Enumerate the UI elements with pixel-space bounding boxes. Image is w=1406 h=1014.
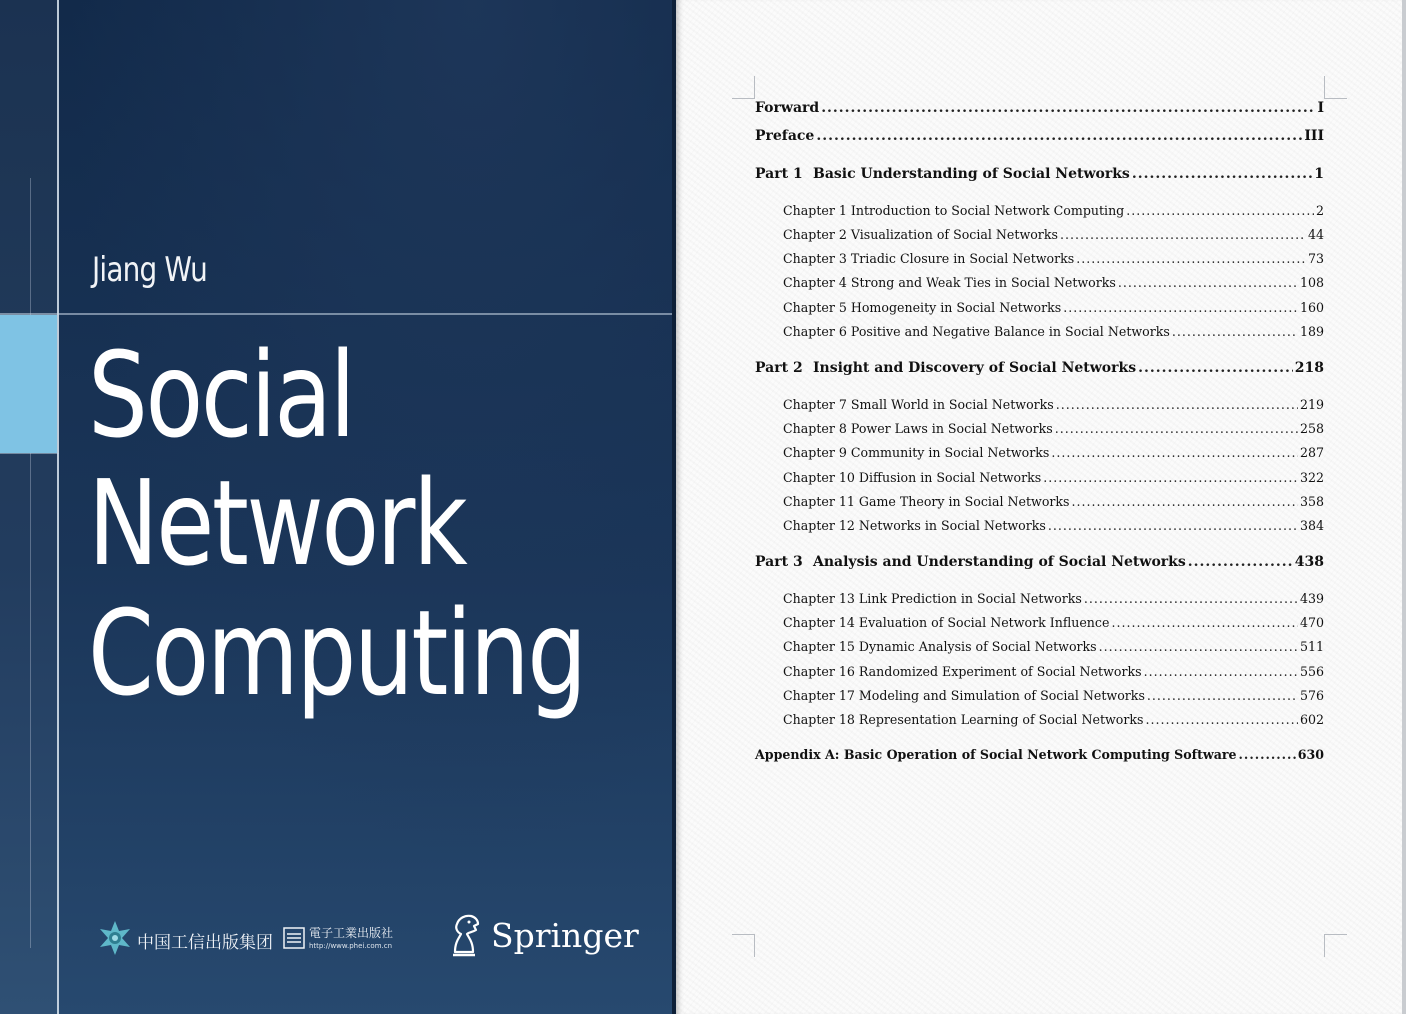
- toc-chapter-page: 189: [1299, 324, 1324, 339]
- toc-part-title: Analysis and Understanding of Social Networks: [813, 554, 1186, 570]
- publisher-logos: [97, 912, 637, 966]
- contents-page: [676, 0, 1406, 1014]
- toc-appendix-label: Appendix A: Basic Operation of Social Network Computing Software: [755, 747, 1237, 762]
- toc-chapter-16[interactable]: [783, 664, 1324, 679]
- toc-chapter-1[interactable]: [783, 203, 1324, 218]
- toc-part-number: Part 2: [755, 360, 803, 376]
- toc-leader-dots: [1051, 445, 1298, 460]
- toc-chapter-18[interactable]: [783, 712, 1324, 727]
- crop-mark-bottom-left: [732, 934, 755, 957]
- toc-leader-dots: [1076, 251, 1306, 266]
- toc-leader-dots: [1239, 747, 1296, 762]
- toc-chapter-label: Chapter 1 Introduction to Social Network Computing: [783, 203, 1125, 218]
- toc-entry-label: Forward: [755, 100, 820, 116]
- toc-chapter-15[interactable]: [783, 639, 1324, 654]
- crop-mark-bottom-right: [1324, 934, 1347, 957]
- crop-mark-top-left: [732, 76, 755, 99]
- toc-part-3[interactable]: [755, 554, 1324, 570]
- phei-publisher-icon: [283, 926, 305, 950]
- toc-chapter-page: 384: [1299, 518, 1324, 533]
- toc-chapter-page: 2: [1315, 203, 1324, 218]
- toc-chapter-label: Chapter 5 Homogeneity in Social Networks: [783, 300, 1062, 315]
- toc-leader-dots: [1126, 203, 1314, 218]
- toc-chapter-17[interactable]: [783, 688, 1324, 703]
- toc-entry-page: I: [1317, 100, 1324, 116]
- toc-leader-dots: [1084, 591, 1298, 606]
- toc-chapter-8[interactable]: [783, 421, 1324, 436]
- toc-chapter-label: Chapter 17 Modeling and Simulation of Social Networks: [783, 688, 1145, 703]
- toc-chapter-4[interactable]: [783, 275, 1324, 290]
- toc-chapter-page: 160: [1299, 300, 1324, 315]
- toc-chapter-page: 108: [1299, 275, 1324, 290]
- book-cover: [0, 0, 676, 1014]
- toc-leader-dots: [1056, 397, 1298, 412]
- toc-leader-dots: [1132, 166, 1312, 182]
- toc-part-heading: [755, 360, 1136, 376]
- toc-leader-dots: [1099, 639, 1298, 654]
- toc-chapter-page: 73: [1307, 251, 1324, 266]
- toc-leader-dots: [1172, 324, 1298, 339]
- toc-chapter-10[interactable]: [783, 470, 1324, 485]
- crop-mark-top-right: [1324, 76, 1347, 99]
- toc-chapter-label: Chapter 6 Positive and Negative Balance in Social Networks: [783, 324, 1170, 339]
- toc-leader-dots: [1072, 494, 1298, 509]
- toc-chapter-12[interactable]: [783, 518, 1324, 533]
- springer-horse-icon: [447, 912, 483, 958]
- toc-chapter-page: 556: [1299, 664, 1324, 679]
- springer-wordmark: Springer: [491, 916, 639, 955]
- toc-leader-dots: [1055, 421, 1298, 436]
- toc-leader-dots: [1188, 554, 1293, 570]
- toc-chapter-label: Chapter 10 Diffusion in Social Networks: [783, 470, 1042, 485]
- toc-chapter-page: 219: [1299, 397, 1324, 412]
- toc-chapter-page: 470: [1299, 615, 1324, 630]
- toc-leader-dots: [821, 100, 1315, 116]
- toc-chapter-label: Chapter 4 Strong and Weak Ties in Social Networks: [783, 275, 1116, 290]
- toc-part-page: 1: [1314, 166, 1324, 182]
- toc-leader-dots: [1060, 227, 1306, 242]
- toc-chapter-page: 287: [1299, 445, 1324, 460]
- cover-title-line-3: Computing: [88, 584, 585, 722]
- toc-part-heading: [755, 554, 1186, 570]
- toc-chapter-6[interactable]: [783, 324, 1324, 339]
- toc-chapter-label: Chapter 16 Randomized Experiment of Social Networks: [783, 664, 1142, 679]
- cover-accent-rule: [0, 453, 59, 454]
- toc-leader-dots: [1145, 712, 1297, 727]
- toc-chapter-label: Chapter 12 Networks in Social Networks: [783, 518, 1046, 533]
- toc-part-number: Part 3: [755, 554, 803, 570]
- toc-leader-dots: [1111, 615, 1298, 630]
- toc-chapter-label: Chapter 2 Visualization of Social Networks: [783, 227, 1058, 242]
- toc-appendix-a[interactable]: [755, 747, 1324, 762]
- toc-part-1[interactable]: [755, 166, 1324, 182]
- toc-chapter-page: 576: [1299, 688, 1324, 703]
- toc-part-page: 218: [1294, 360, 1324, 376]
- cover-accent-block: [0, 315, 57, 453]
- toc-chapter-page: 44: [1307, 227, 1324, 242]
- toc-chapter-2[interactable]: [783, 227, 1324, 242]
- cover-title-line-1: Social: [88, 326, 354, 464]
- phei-publisher-url: http://www.phei.com.cn: [309, 942, 393, 950]
- toc-chapter-page: 602: [1299, 712, 1324, 727]
- toc-leader-dots: [1048, 518, 1298, 533]
- toc-chapter-page: 439: [1299, 591, 1324, 606]
- page-edge: [1402, 0, 1406, 1014]
- toc-chapter-14[interactable]: [783, 615, 1324, 630]
- toc-part-2[interactable]: [755, 360, 1324, 376]
- toc-chapter-7[interactable]: [783, 397, 1324, 412]
- toc-chapter-page: 511: [1299, 639, 1324, 654]
- toc-leader-dots: [1043, 470, 1298, 485]
- toc-chapter-label: Chapter 15 Dynamic Analysis of Social Networks: [783, 639, 1097, 654]
- cover-spine-strip: [0, 0, 57, 1014]
- toc-leader-dots: [1063, 300, 1298, 315]
- cover-vertical-rule: [30, 178, 31, 948]
- cover-author: Jiang Wu: [92, 250, 207, 290]
- toc-entry-preface[interactable]: [755, 128, 1324, 144]
- toc-leader-dots: [816, 128, 1302, 144]
- toc-part-page: 438: [1294, 554, 1324, 570]
- toc-chapter-13[interactable]: [783, 591, 1324, 606]
- toc-chapter-label: Chapter 13 Link Prediction in Social Networks: [783, 591, 1082, 606]
- toc-part-title: Insight and Discovery of Social Networks: [813, 360, 1137, 376]
- toc-chapter-3[interactable]: [783, 251, 1324, 266]
- toc-chapter-label: Chapter 3 Triadic Closure in Social Networks: [783, 251, 1075, 266]
- toc-part-title: Basic Understanding of Social Networks: [813, 166, 1130, 182]
- toc-chapter-label: Chapter 18 Representation Learning of Social Networks: [783, 712, 1144, 727]
- toc-chapter-11[interactable]: [783, 494, 1324, 509]
- toc-chapter-label: Chapter 14 Evaluation of Social Network Influence: [783, 615, 1110, 630]
- cover-spine-line: [57, 0, 59, 1014]
- cover-title-line-2: Network: [88, 454, 466, 592]
- toc-entry-page: III: [1304, 128, 1324, 144]
- toc-part-number: Part 1: [755, 166, 803, 182]
- toc-entry-label: Preface: [755, 128, 815, 144]
- toc-leader-dots: [1147, 688, 1298, 703]
- toc-chapter-label: Chapter 7 Small World in Social Networks: [783, 397, 1054, 412]
- toc-part-heading: [755, 166, 1130, 182]
- toc-chapter-9[interactable]: [783, 445, 1324, 460]
- toc-chapter-page: 322: [1299, 470, 1324, 485]
- toc-chapter-page: 258: [1299, 421, 1324, 436]
- toc-leader-dots: [1144, 664, 1298, 679]
- toc-chapter-label: Chapter 8 Power Laws in Social Networks: [783, 421, 1053, 436]
- toc-chapter-page: 358: [1299, 494, 1324, 509]
- toc-chapter-label: Chapter 11 Game Theory in Social Networks: [783, 494, 1070, 509]
- phei-group-logo-icon: [97, 920, 133, 956]
- toc-entry-forward[interactable]: [755, 100, 1324, 116]
- toc-appendix-page: 630: [1297, 747, 1324, 762]
- toc-chapter-5[interactable]: [783, 300, 1324, 315]
- phei-group-name: 中国工信出版集团: [137, 933, 273, 953]
- toc-chapter-label: Chapter 9 Community in Social Networks: [783, 445, 1050, 460]
- toc-leader-dots: [1138, 360, 1293, 376]
- cover-horizontal-rule: [0, 313, 676, 315]
- phei-publisher-name: 電子工業出版社: [309, 926, 394, 940]
- toc-leader-dots: [1118, 275, 1298, 290]
